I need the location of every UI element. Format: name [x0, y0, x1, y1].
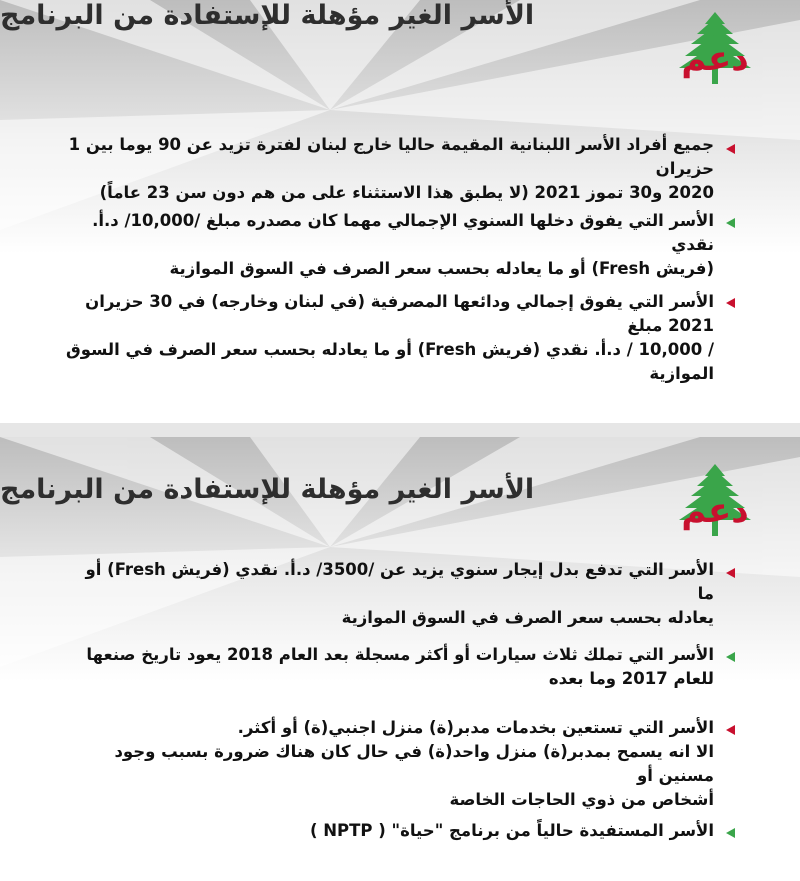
bullet-arrow-icon — [726, 144, 735, 154]
text-line: الأسر التي تستعين بخدمات مدبر(ة) منزل اجنبي(ة) أو أكثر. — [237, 718, 714, 737]
text-line: الأسر التي تملك ثلاث سيارات أو أكثر مسجلة بعد العام 2018 يعود تاريخ صنعها — [86, 645, 714, 664]
slide-1-item-3 — [54, 290, 714, 386]
daam-logo — [665, 462, 765, 540]
bullet-arrow-icon — [726, 828, 735, 838]
slide-2-item-1 — [64, 558, 714, 630]
slide-1-item-2 — [54, 209, 714, 281]
logo-text: دعم — [681, 39, 749, 79]
text-line: يعادله بحسب سعر الصرف في السوق الموازية — [341, 608, 714, 627]
text-line: الأسر المستفيدة حالياً من برنامج "حياة" ( NPTP ) — [309, 821, 714, 840]
slide-1-item-1 — [54, 133, 714, 205]
bullet-arrow-icon — [726, 652, 735, 662]
text-line: الأسر التي يفوق إجمالي ودائعها المصرفية (في لبنان وخارجه) في 30 حزيران 2021 مبلغ — [85, 292, 714, 335]
text-line: جميع أفراد الأسر اللبنانية المقيمة حاليا خارج لبنان لفترة تزيد عن 90 يوما بين 1 حزيران — [68, 135, 714, 178]
slide-1-title: الأسر الغير مؤهلة للإستفادة من البرنامج — [0, 0, 535, 31]
text-line: الأسر التي يفوق دخلها السنوي الإجمالي مهما كان مصدره مبلغ /10,000/ د.أ. نقدي — [92, 211, 714, 254]
slide-2-item-2 — [64, 643, 714, 691]
daam-logo — [665, 10, 765, 88]
slide-2-item-4 — [64, 819, 714, 843]
bullet-arrow-icon — [726, 298, 735, 308]
text-line: الا انه يسمح بمدبر(ة) منزل واحد(ة) في حال كان هناك ضرورة بسبب وجود مسنين أو — [114, 742, 714, 785]
text-line: أشخاص من ذوي الحاجات الخاصة — [449, 790, 714, 809]
slide-2-item-3 — [64, 716, 714, 812]
bullet-arrow-icon — [726, 725, 735, 735]
bullet-arrow-icon — [726, 218, 735, 228]
slide-divider — [0, 423, 800, 437]
logo-text: دعم — [681, 491, 749, 531]
text-line: / 10,000 / د.أ. نقدي (فريش Fresh) أو ما يعادله بحسب سعر الصرف في السوق الموازية — [66, 340, 714, 383]
text-line: للعام 2017 وما بعده — [548, 669, 714, 688]
slide-2-title: الأسر الغير مؤهلة للإستفادة من البرنامج — [0, 474, 535, 505]
bullet-arrow-icon — [726, 568, 735, 578]
text-line: الأسر التي تدفع بدل إيجار سنوي يزيد عن /3500/ د.أ. نقدي (فريش Fresh) أو ما — [85, 560, 714, 603]
text-line: 2020 و30 تموز 2021 (لا يطبق هذا الاستثناء على من هم دون سن 23 عاماً) — [99, 183, 714, 202]
text-line: (فريش Fresh) أو ما يعادله بحسب سعر الصرف في السوق الموازية — [169, 259, 714, 278]
